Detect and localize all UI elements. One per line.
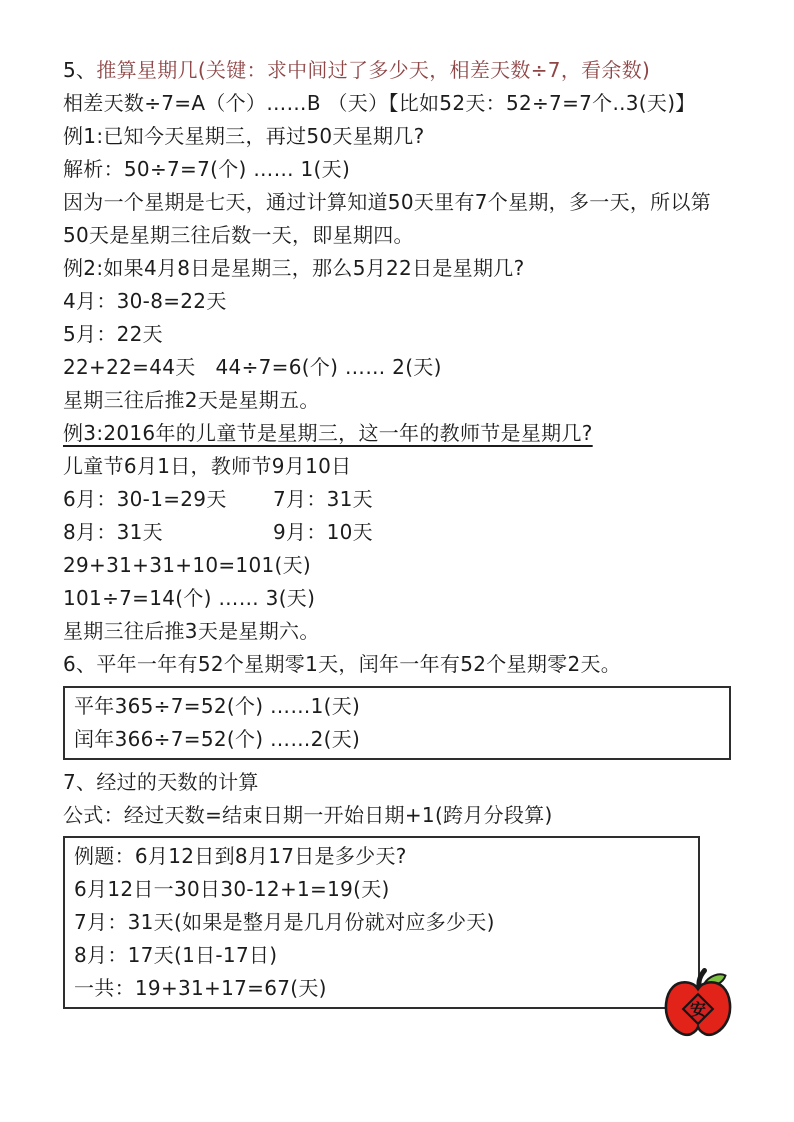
box-line-june: 6月12日一30日30-12+1=19(天) xyxy=(74,877,390,901)
line-ex1-question: 例1:已知今天星期三，再过50天星期几? xyxy=(63,124,425,148)
box-line-common-year: 平年365÷7=52(个) ……1(天) xyxy=(74,694,361,718)
box-weeks-per-year xyxy=(63,686,731,760)
box-line-august: 8月：17天(1日-17日) xyxy=(74,943,278,967)
section7-heading: 7、经过的天数的计算 xyxy=(63,770,259,794)
line-ex3-july: 7月：31天 xyxy=(273,487,373,511)
line-ex3-division: 101÷7=14(个) …… 3(天) xyxy=(63,586,316,610)
line-ex3-september: 9月：10天 xyxy=(273,520,373,544)
box-line-leap-year: 闰年366÷7=52(个) ……2(天) xyxy=(74,727,361,751)
box-line-example-question: 例题：6月12日到8月17日是多少天? xyxy=(74,844,407,868)
section5-heading xyxy=(63,54,730,87)
line-ex3-question: 例3:2016年的儿童节是星期三，这一年的教师节是星期几? xyxy=(63,421,593,445)
line-ex2-question: 例2:如果4月8日是星期三，那么5月22日是星期几? xyxy=(63,256,525,280)
line-ex3-dates: 儿童节6月1日，教师节9月10日 xyxy=(63,454,352,478)
line-ex3-jun-jul xyxy=(63,483,730,516)
apple-char: 安 xyxy=(689,1000,707,1019)
section5-title: 推算星期几(关键：求中间过了多少天，相差天数÷7，看余数) xyxy=(96,58,651,82)
box-line-total: 一共：19+31+17=67(天) xyxy=(74,976,327,1000)
line-ex2-may: 5月：22天 xyxy=(63,322,163,346)
line-ex3-answer: 星期三往后推3天是星期六。 xyxy=(63,619,320,643)
line-ex2-april: 4月：30-8=22天 xyxy=(63,289,227,313)
section6-heading: 6、平年一年有52个星期零1天，闰年一年有52个星期零2天。 xyxy=(63,652,622,676)
apple-icon xyxy=(664,965,732,1037)
line-ex1-solution: 解析：50÷7=7(个) …… 1(天) xyxy=(63,157,351,181)
line-ex1-explain: 因为一个星期是七天，通过计算知道50天里有7个星期，多一天，所以第50天是星期三往后数一天，即星期四。 xyxy=(63,190,712,247)
box-line-july: 7月：31天(如果是整月是几月份就对应多少天) xyxy=(74,910,495,934)
line-ex3-august: 8月：31天 xyxy=(63,520,163,544)
line-ex3-sum: 29+31+31+10=101(天) xyxy=(63,553,312,577)
line-ex2-answer: 星期三往后推2天是星期五。 xyxy=(63,388,320,412)
line-ex2-calc: 22+22=44天 44÷7=6(个) …… 2(天) xyxy=(63,355,442,379)
line-elapsed-formula: 公式：经过天数=结束日期一开始日期+1(跨月分段算) xyxy=(63,803,553,827)
section5-number: 5、 xyxy=(63,58,97,82)
box-elapsed-days-example xyxy=(63,836,707,1019)
line-week-formula: 相差天数÷7=A（个）……B （天）【比如52天：52÷7=7个..3(天)】 xyxy=(63,91,696,115)
line-ex3-aug-sep xyxy=(63,516,730,549)
line-ex3-june: 6月：30-1=29天 xyxy=(63,487,227,511)
